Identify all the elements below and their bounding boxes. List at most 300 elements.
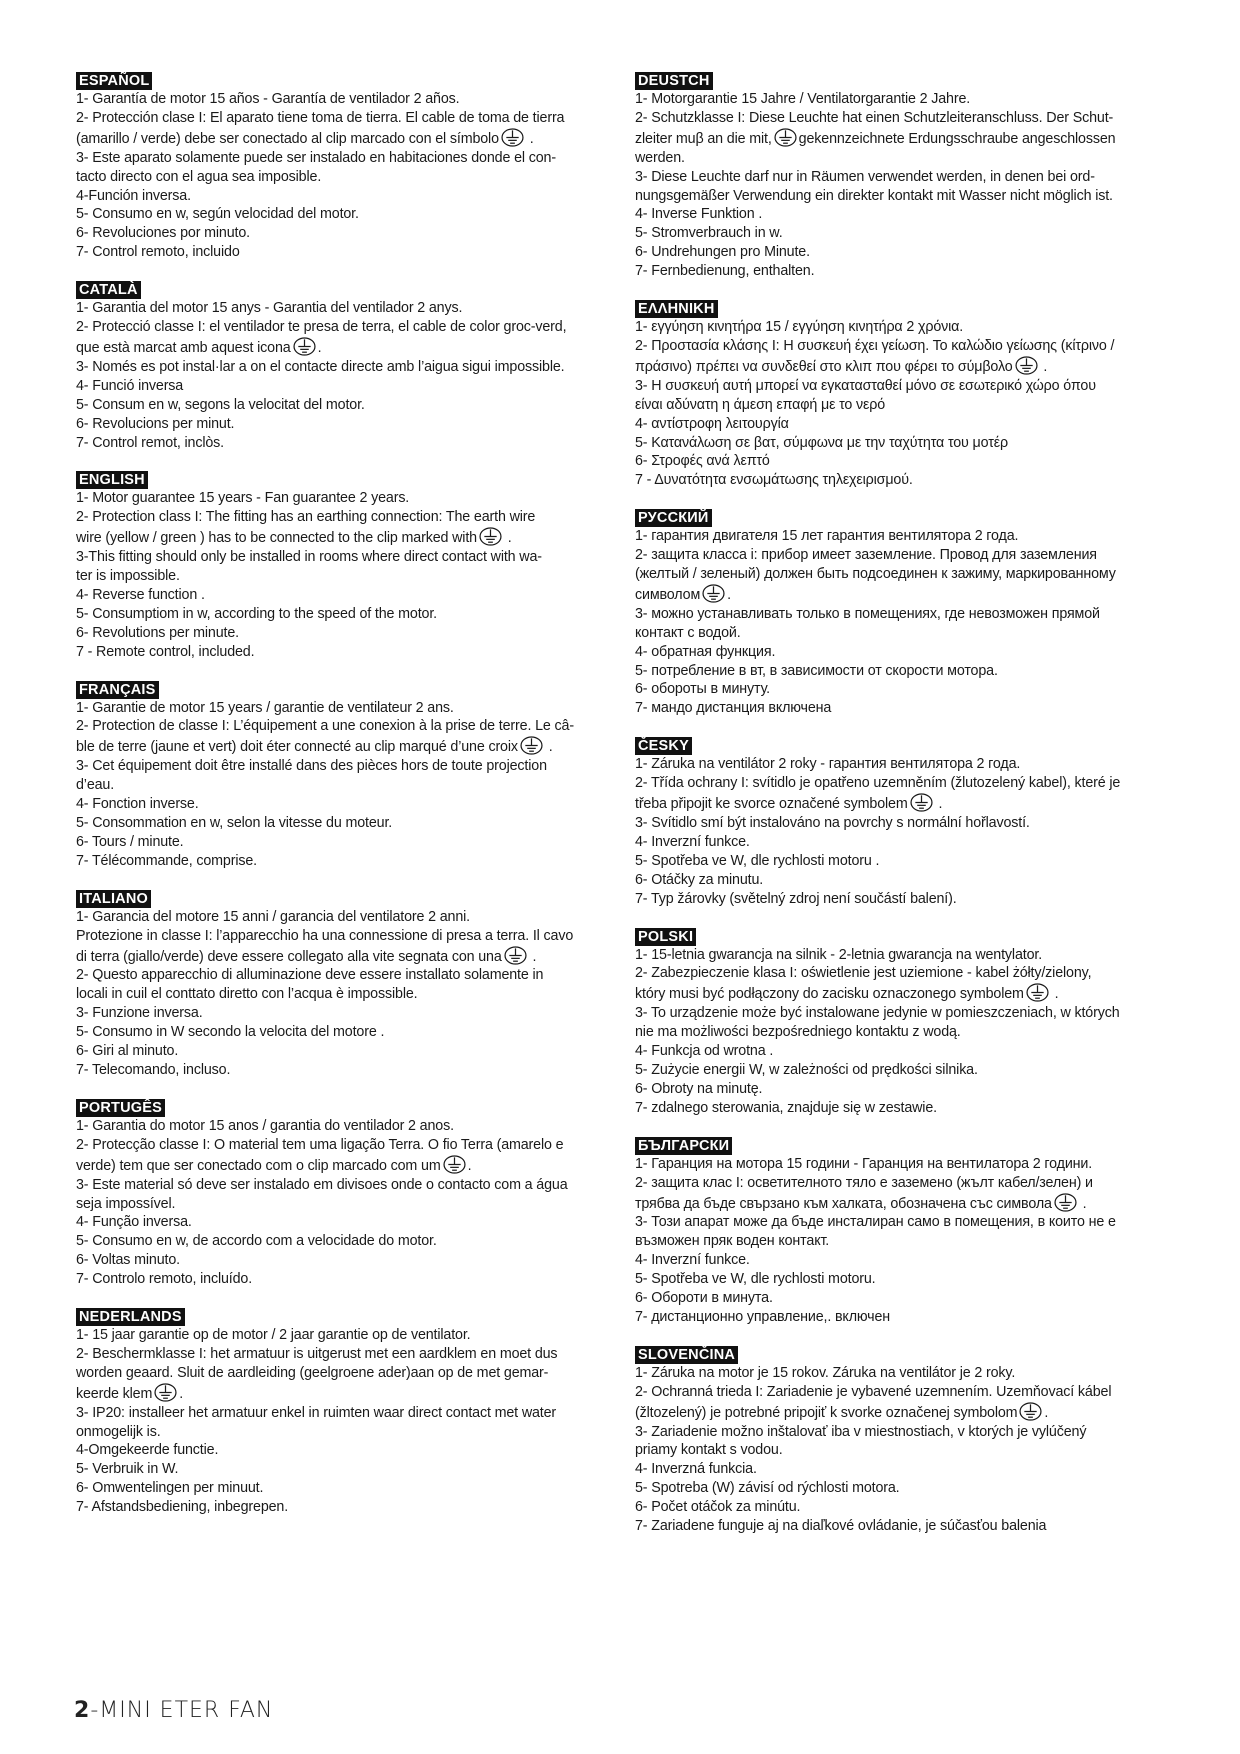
instruction-text: контакт с водой. <box>635 624 741 641</box>
instruction-text: 5- Consum en w, segons la velocitat del motor. <box>76 396 365 413</box>
instruction-text: 4- αντίστροφη λειτουργία <box>635 415 789 432</box>
instruction-text: (amarillo / verde) debe ser conectado al clip marcado con el símbolo <box>76 130 499 147</box>
instruction-line <box>76 1176 616 1195</box>
instruction-text-after-icon: . <box>1044 1404 1049 1421</box>
instruction-text: 2- Ochranná trieda I: Zariadenie je vybavené uzemnením. Uzemňovací kábel <box>635 1383 1112 1400</box>
instruction-line <box>635 1174 1175 1193</box>
instruction-line <box>635 1042 1175 1061</box>
instruction-line <box>635 605 1175 624</box>
instruction-line <box>635 643 1175 662</box>
instruction-text: 7 - Remote control, included. <box>76 643 255 660</box>
instruction-line <box>635 1441 1175 1460</box>
instruction-line <box>635 833 1175 852</box>
instruction-text: 3- Diese Leuchte darf nur in Räumen verwendet werden, in denen bei ord- <box>635 168 1095 185</box>
instruction-text-after-icon: . <box>1078 1195 1087 1212</box>
instruction-line <box>76 1460 616 1479</box>
instruction-line <box>76 1326 616 1345</box>
instruction-line <box>76 966 616 985</box>
instruction-text: 2- Beschermklasse I: het armatuur is uitgerust met een aardklem en moet dus <box>76 1345 558 1362</box>
instruction-line <box>635 187 1175 206</box>
instruction-text: 1- Garantia del motor 15 anys - Garantia del ventilador 2 anys. <box>76 300 463 317</box>
instruction-text: 6- Обороти в минута. <box>635 1290 773 1307</box>
instruction-text: d’eau. <box>76 777 115 794</box>
instruction-line <box>76 1023 616 1042</box>
instruction-text: 1- Motorgarantie 15 Jahre / Ventilatorgarantie 2 Jahre. <box>635 91 971 107</box>
instruction-text: 3- можно устанавливать только в помещениях, где невозможен прямой <box>635 605 1100 622</box>
instruction-text: 6- Tours / minute. <box>76 833 184 850</box>
instruction-line <box>635 1308 1175 1327</box>
instruction-text-after-icon: . <box>544 739 553 756</box>
instruction-text: 1- εγγύηση κινητήρα 15 / εγγύηση κινητήρα 2 χρόνια. <box>635 319 964 336</box>
instruction-line <box>76 1117 616 1136</box>
instruction-text: 6- Revolutions per minute. <box>76 624 239 641</box>
instruction-line <box>76 717 616 736</box>
section-sk <box>635 1346 1175 1536</box>
instruction-line <box>76 1345 616 1364</box>
instruction-line <box>635 662 1175 681</box>
instruction-text: 7- Control remot, inclòs. <box>76 434 225 451</box>
instruction-text: 2- Protection de classe I: L’équipement a une conexion à la prise de terre. Le câ- <box>76 718 574 735</box>
instruction-line <box>635 680 1175 699</box>
instruction-line <box>76 1042 616 1061</box>
instruction-text-after-icon: . <box>727 586 731 603</box>
instruction-line <box>635 415 1175 434</box>
instruction-text: nie ma możliwości bezpośredniego kontaktu z wodą. <box>635 1024 961 1041</box>
footer-separator: - <box>90 1698 100 1723</box>
instruction-line <box>635 624 1175 643</box>
instruction-line <box>76 489 616 508</box>
instruction-line <box>635 1061 1175 1080</box>
instruction-text: 4-Omgekeerde functie. <box>76 1442 219 1459</box>
instruction-text-after-icon: gekennzeichnete Erdungsschraube angeschlossen <box>798 130 1116 147</box>
instruction-text: 1- 15 jaar garantie op de motor / 2 jaar garantie op de ventilator. <box>76 1327 471 1344</box>
instruction-line <box>76 736 616 757</box>
instruction-line <box>635 814 1175 833</box>
instruction-text: 5- Spotreba (W) závisí od rýchlosti motora. <box>635 1480 900 1497</box>
instruction-line <box>635 205 1175 224</box>
instruction-line <box>635 149 1175 168</box>
instruction-line <box>635 452 1175 471</box>
instruction-text: 4- Reverse function . <box>76 586 205 603</box>
instruction-line <box>635 90 1175 109</box>
instruction-text: 1- Garancia del motore 15 anni / garancia del ventilatore 2 anni. <box>76 908 470 925</box>
instruction-line <box>76 527 616 548</box>
instruction-line <box>635 890 1175 909</box>
instruction-text: 1- 15-letnia gwarancja na silnik - 2-letnia gwarancja na wentylator. <box>635 946 1043 963</box>
section-heading-pl: POLSKI <box>635 928 696 946</box>
instruction-text: 2- защита класса i: прибор имеет заземление. Провод для заземления <box>635 547 1097 564</box>
instruction-text: seja impossível. <box>76 1195 176 1212</box>
instruction-text: 1- гарантия двигателя 15 лет гарантия вентилятора 2 года. <box>635 528 1019 545</box>
instruction-text: werden. <box>635 149 685 166</box>
instruction-text: 6- обороты в минуту. <box>635 681 770 698</box>
instruction-text: 1- Garantie de motor 15 years / garantie de ventilateur 2 ans. <box>76 699 454 716</box>
instruction-line <box>76 508 616 527</box>
left-column <box>76 72 616 1536</box>
instruction-text: 6- Giri al minuto. <box>76 1043 179 1060</box>
instruction-line <box>635 1364 1175 1383</box>
instruction-line <box>635 946 1175 965</box>
instruction-line <box>76 548 616 567</box>
instruction-text: 2- защита клас I: осветителното тяло е заземено (жълт кабел/зелен) и <box>635 1174 1093 1191</box>
section-heading-pt: PORTUGÊS <box>76 1099 165 1117</box>
instruction-text: 7- мандо дистанция включена <box>635 700 832 717</box>
ground-symbol-icon <box>702 584 725 603</box>
instruction-text: třeba připojit ke svorce označené symbolem <box>635 796 908 813</box>
instruction-text: 1- Záruka na motor je 15 rokov. Záruka na ventilátor je 2 roky. <box>635 1364 1016 1381</box>
section-el <box>635 300 1175 490</box>
instruction-line <box>76 927 616 946</box>
page-number: 2 <box>74 1698 91 1723</box>
instruction-line <box>76 567 616 586</box>
instruction-line <box>76 299 616 318</box>
instruction-line <box>76 1364 616 1383</box>
instruction-text: 5- Consumo en w, de accordo com a velocidade do motor. <box>76 1233 437 1250</box>
instruction-line <box>76 377 616 396</box>
ground-symbol-icon <box>1015 356 1038 375</box>
right-column <box>635 72 1175 1555</box>
instruction-line <box>76 1270 616 1289</box>
instruction-line <box>76 1155 616 1176</box>
instruction-line <box>635 1251 1175 1270</box>
section-it <box>76 890 616 1080</box>
instruction-line <box>76 415 616 434</box>
instruction-line <box>635 128 1175 149</box>
instruction-line <box>76 699 616 718</box>
instruction-line <box>76 1498 616 1517</box>
ground-symbol-icon <box>910 793 933 812</box>
instruction-text: 2- Questo apparecchio di alluminazione deve essere installato solamente in <box>76 967 544 984</box>
instruction-line <box>635 852 1175 871</box>
instruction-line <box>635 793 1175 814</box>
instruction-text: 4- Função inversa. <box>76 1214 192 1231</box>
instruction-text: que està marcat amb aquest icona <box>76 339 291 356</box>
instruction-line <box>635 337 1175 356</box>
instruction-text: 4- Fonction inverse. <box>76 796 199 813</box>
instruction-line <box>76 318 616 337</box>
section-heading-sk: SLOVENČINA <box>635 1346 738 1364</box>
instruction-line <box>635 224 1175 243</box>
instruction-text: 2- Protección clase I: El aparato tiene toma de tierra. El cable de toma de tierra <box>76 109 565 126</box>
instruction-line <box>635 699 1175 718</box>
instruction-text-after-icon: . <box>528 948 537 965</box>
section-bg <box>635 1137 1175 1327</box>
instruction-line <box>635 1213 1175 1232</box>
section-en <box>76 471 616 661</box>
section-pt <box>76 1099 616 1289</box>
instruction-line <box>635 527 1175 546</box>
instruction-text: 6- Undrehungen pro Minute. <box>635 244 810 261</box>
instruction-text: worden geaard. Sluit de aardleiding (geelgroene ader)aan op de met gemar- <box>76 1364 549 1381</box>
instruction-line <box>635 1080 1175 1099</box>
instruction-text-after-icon: . <box>467 1157 472 1174</box>
instruction-text: di terra (giallo/verde) deve essere collegato alla vite segnata con una <box>76 948 502 965</box>
instruction-text: 7- Fernbedienung, enthalten. <box>635 263 815 280</box>
instruction-line <box>76 205 616 224</box>
section-heading-ca: CATALÀ <box>76 281 141 299</box>
instruction-text: 2- Zabezpieczenie klasa I: oświetlenie jest uziemione - kabel żółty/zielony, <box>635 965 1092 982</box>
instruction-line <box>76 1004 616 1023</box>
instruction-line <box>635 1423 1175 1442</box>
instruction-text: 1- Гаранция на мотора 15 години - Гаранция на вентилатора 2 години. <box>635 1155 1093 1172</box>
instruction-line <box>76 358 616 377</box>
instruction-line <box>635 983 1175 1004</box>
instruction-text: 7- Télécommande, comprise. <box>76 852 257 869</box>
instruction-line <box>635 109 1175 128</box>
ground-symbol-icon <box>501 128 524 147</box>
instruction-text: verde) tem que ser conectado com o clip marcado com um <box>76 1157 441 1174</box>
section-fr <box>76 681 616 871</box>
instruction-text: 6- Otáčky za minutu. <box>635 871 764 888</box>
instruction-text-after-icon: . <box>1050 986 1059 1003</box>
instruction-text: 5- Κατανάλωση σε βατ, σύμφωνα με την ταχύτητα του μοτέρ <box>635 434 1008 451</box>
instruction-text: 7- Control remoto, incluido <box>76 244 240 261</box>
instruction-text: 4- Inverzná funkcia. <box>635 1461 757 1478</box>
instruction-text: πράσινο) πρέπει να συνδεθεί στο κλιπ που φέρει το σύμβολο <box>635 358 1013 375</box>
instruction-text: 3- Només es pot instal·lar a on el contacte directe amb l’aigua sigui impossible. <box>76 358 565 375</box>
instruction-text: 7- дистанционно управление,. включен <box>635 1308 890 1325</box>
instruction-text: locali in cuil el conttato diretto con l’acqua è impossible. <box>76 986 418 1003</box>
instruction-line <box>76 852 616 871</box>
instruction-text: 5- потребление в вт, в зависимости от скорости мотора. <box>635 662 998 679</box>
instruction-text: 4- Inverse Funktion . <box>635 206 763 223</box>
instruction-line <box>76 1136 616 1155</box>
section-heading-bg: БЪЛГАРСКИ <box>635 1137 732 1155</box>
instruction-text: 5- Consumo en w, según velocidad del motor. <box>76 206 359 223</box>
instruction-line <box>635 1155 1175 1174</box>
instruction-text: tacto directo con el agua sea imposible. <box>76 168 322 185</box>
instruction-line <box>635 1004 1175 1023</box>
instruction-line <box>76 605 616 624</box>
instruction-line <box>76 1479 616 1498</box>
instruction-line <box>635 1460 1175 1479</box>
section-pl <box>635 928 1175 1118</box>
instruction-line <box>635 471 1175 490</box>
ground-symbol-icon <box>1019 1402 1042 1421</box>
instruction-text: 6- Obroty na minutę. <box>635 1080 763 1097</box>
instruction-line <box>76 946 616 967</box>
instruction-line <box>635 1193 1175 1214</box>
instruction-text: 3- Zariadenie možno inštalovať iba v miestnostiach, v ktorých je vylúčený <box>635 1423 1087 1440</box>
instruction-text: 7- Controlo remoto, incluído. <box>76 1271 253 1288</box>
instruction-text: трябва да бъде свързано към халката, обозначена със символа <box>635 1195 1052 1212</box>
instruction-text: 6- Revolucions per minut. <box>76 415 235 432</box>
instruction-text: 5- Verbruik in W. <box>76 1461 179 1478</box>
section-es <box>76 72 616 262</box>
instruction-line <box>635 565 1175 584</box>
instruction-line <box>635 1232 1175 1251</box>
instruction-text-after-icon: . <box>1039 358 1048 375</box>
instruction-line <box>76 985 616 1004</box>
instruction-line <box>635 1498 1175 1517</box>
instruction-text-after-icon: . <box>525 130 534 147</box>
instruction-line <box>635 377 1175 396</box>
instruction-line <box>76 1213 616 1232</box>
instruction-line <box>76 149 616 168</box>
instruction-line <box>76 776 616 795</box>
instruction-text: 3- Este material só deve ser instalado em divisoes onde o contacto com a água <box>76 1176 568 1193</box>
instruction-text: 5- Zużycie energii W, w zależności od prędkości silnika. <box>635 1061 978 1078</box>
instruction-text: ble de terre (jaune et vert) doit éter connecté au clip marqué d’une croix <box>76 739 518 756</box>
instruction-text: 7- Zariadene funguje aj na diaľkové ovládanie, je súčasťou balenia <box>635 1518 1047 1535</box>
instruction-text: 3- Svítidlo smí být instalováno na povrchy s normální hořlavostí. <box>635 815 1030 831</box>
instruction-line <box>76 1061 616 1080</box>
instruction-text: 5- Consumo in W secondo la velocita del motore . <box>76 1024 385 1041</box>
section-heading-it: ITALIANO <box>76 890 151 908</box>
section-heading-en: ENGLISH <box>76 471 148 489</box>
instruction-line <box>76 1251 616 1270</box>
instruction-text: 2- Protecção classe I: O material tem uma ligação Terra. O fio Terra (amarelo e <box>76 1136 564 1153</box>
section-ru <box>635 509 1175 718</box>
instruction-text: 1- Garantia do motor 15 anos / garantia do ventilador 2 anos. <box>76 1117 454 1134</box>
instruction-line <box>76 586 616 605</box>
instruction-text-after-icon: . <box>934 796 943 813</box>
instruction-text: 3- Cet équipement doit être installé dans des pièces hors de toute projection <box>76 758 547 775</box>
instruction-text: wire (yellow / green ) has to be connected to the clip marked with <box>76 530 477 547</box>
instruction-text: 1- Garantía de motor 15 años - Garantía de ventilador 2 años. <box>76 91 460 107</box>
instruction-text: (žltozelený) je potrebné pripojiť k svorke označenej symbolom <box>635 1404 1018 1421</box>
instruction-line <box>76 624 616 643</box>
instruction-line <box>635 964 1175 983</box>
instruction-line <box>76 1195 616 1214</box>
instruction-line <box>635 396 1175 415</box>
instruction-text: 3-This fitting should only be installed in rooms where direct contact with wa- <box>76 549 542 566</box>
instruction-line <box>76 1232 616 1251</box>
instruction-text: 6- Voltas minuto. <box>76 1252 180 1269</box>
instruction-line <box>76 337 616 358</box>
instruction-text: 2- Protecció classe I: el ventilador te presa de terra, el cable de color groc-verd, <box>76 319 567 336</box>
instruction-text: 2- Protection class I: The fitting has an earthing connection: The earth wire <box>76 509 536 526</box>
instruction-text: ter is impossible. <box>76 568 180 585</box>
section-nl <box>76 1308 616 1517</box>
ground-symbol-icon <box>1054 1193 1077 1212</box>
instruction-text: 5- Spotřeba ve W, dle rychlosti motoru. <box>635 1271 876 1288</box>
instruction-line <box>76 814 616 833</box>
instruction-text: nungsgemäßer Verwendung ein direkter kontakt mit Wasser nicht möglich ist. <box>635 187 1113 204</box>
instruction-line <box>635 871 1175 890</box>
instruction-text: 3- Funzione inversa. <box>76 1005 203 1022</box>
section-ca <box>76 281 616 452</box>
instruction-text: (желтый / зеленый) должен быть подсоединен к зажиму, маркированному <box>635 566 1116 583</box>
instruction-line <box>76 757 616 776</box>
section-heading-cs: ČESKY <box>635 737 692 755</box>
ground-symbol-icon <box>520 736 543 755</box>
section-heading-fr: FRANÇAIS <box>76 681 159 699</box>
instruction-line <box>76 187 616 206</box>
instruction-line <box>76 643 616 662</box>
instruction-text: keerde klem <box>76 1385 153 1402</box>
instruction-line <box>76 396 616 415</box>
instruction-text: 7- Typ žárovky (světelný zdroj není součástí balení). <box>635 890 957 907</box>
ground-symbol-icon <box>443 1155 466 1174</box>
instruction-text: 2- Třída ochrany I: svítidlo je opatřeno uzemněním (žlutozelený kabel), které je <box>635 775 1121 792</box>
instruction-line <box>635 356 1175 377</box>
ground-symbol-icon <box>154 1383 177 1402</box>
instruction-text: zleiter muβ an die mit, <box>635 130 772 147</box>
instruction-text: 6- Počet otáčok za minútu. <box>635 1499 801 1516</box>
instruction-line <box>76 434 616 453</box>
instruction-line <box>635 262 1175 281</box>
instruction-line <box>635 1099 1175 1118</box>
instruction-line <box>76 795 616 814</box>
section-heading-de: DEUSTCH <box>635 72 713 90</box>
instruction-line <box>76 833 616 852</box>
instruction-text: 5- Stromverbrauch in w. <box>635 225 783 242</box>
instruction-text: 3- Η συσκευή αυτή μπορεί να εγκατασταθεί μόνο σε εσωτερικό χώρο όπου <box>635 377 1096 394</box>
instruction-line <box>635 584 1175 605</box>
instruction-text: 1- Záruka na ventilátor 2 roky - гарантия вентилятора 2 года. <box>635 756 1021 773</box>
instruction-text: 7- zdalnego sterowania, znajduje się w zestawie. <box>635 1099 937 1116</box>
instruction-text: символом <box>635 586 701 603</box>
instruction-text: 1- Motor guarantee 15 years - Fan guarantee 2 years. <box>76 490 410 507</box>
instruction-text: 6- Omwentelingen per minuut. <box>76 1480 264 1497</box>
instruction-text: który musi być podłączony do zacisku oznaczonego symbolem <box>635 986 1024 1003</box>
instruction-text: 4-Función inversa. <box>76 187 191 204</box>
product-name: MINI ETER FAN <box>99 1698 274 1723</box>
instruction-line <box>635 1270 1175 1289</box>
instruction-text: 4- Funkcja od wrotna . <box>635 1043 774 1060</box>
instruction-text: 3- IP20: installeer het armatuur enkel in ruimten waar direct contact met water <box>76 1404 557 1421</box>
instruction-line <box>76 224 616 243</box>
ground-symbol-icon <box>479 527 502 546</box>
instruction-text: 7 - Δυνατότητα ενσωμάτωσης τηλεχειρισμού. <box>635 472 913 489</box>
instruction-text: 5- Spotřeba ve W, dle rychlosti motoru . <box>635 852 880 869</box>
instruction-line <box>635 546 1175 565</box>
instruction-line <box>635 774 1175 793</box>
instruction-text: 3- Este aparato solamente puede ser instalado en habitaciones donde el con- <box>76 149 556 166</box>
instruction-text-after-icon: . <box>317 339 322 356</box>
instruction-text: είναι αδύνατη η άμεση επαφή με το νερό <box>635 396 886 413</box>
instruction-text: Protezione in classe I: l’apparecchio ha una connessione di presa a terra. Il cavo <box>76 927 574 944</box>
instruction-text-after-icon: . <box>179 1385 184 1402</box>
section-heading-es: ESPAÑOL <box>76 72 152 90</box>
instruction-text: 4- Inverzní funkce. <box>635 1252 750 1269</box>
instruction-line <box>76 1404 616 1423</box>
instruction-line <box>76 109 616 128</box>
instruction-line <box>635 168 1175 187</box>
instruction-text-after-icon: . <box>503 530 512 547</box>
instruction-text: 4- Inverzní funkce. <box>635 833 750 850</box>
instruction-text: възможен пряк воден контакт. <box>635 1233 830 1250</box>
instruction-text: 2- Schutzklasse I: Diese Leuchte hat einen Schutzleiteranschluss. Der Schut- <box>635 109 1114 126</box>
instruction-text: 3- Този апарат може да бъде инсталиран само в помещения, в които не е <box>635 1214 1116 1231</box>
instruction-text: 4- обратная функция. <box>635 643 776 660</box>
instruction-text: 7- Telecomando, incluso. <box>76 1061 231 1078</box>
instruction-line <box>76 908 616 927</box>
instruction-text: 2- Προστασία κλάσης I: Η συσκευή έχει γείωση. Το καλώδιο γείωσης (κίτρινο / <box>635 337 1115 354</box>
ground-symbol-icon <box>774 128 797 147</box>
ground-symbol-icon <box>293 337 316 356</box>
instruction-line <box>635 1023 1175 1042</box>
instruction-line <box>635 1517 1175 1536</box>
instruction-line <box>76 128 616 149</box>
page-footer <box>74 1698 273 1723</box>
instruction-text: 5- Consumptiom in w, according to the speed of the motor. <box>76 605 437 622</box>
instruction-text: 7- Afstandsbediening, inbegrepen. <box>76 1499 289 1516</box>
instruction-line <box>635 243 1175 262</box>
instruction-line <box>76 1423 616 1442</box>
instruction-line <box>76 243 616 262</box>
section-heading-ru: РУССКИЙ <box>635 509 712 527</box>
instruction-line <box>635 1383 1175 1402</box>
instruction-line <box>76 168 616 187</box>
section-heading-el: ΕΛΛΗΝΙΚΗ <box>635 300 718 318</box>
instruction-line <box>635 318 1175 337</box>
instruction-text: 5- Consommation en w, selon la vitesse du moteur. <box>76 815 393 831</box>
instruction-text: 6- Revoluciones por minuto. <box>76 225 250 242</box>
instruction-line <box>76 90 616 109</box>
ground-symbol-icon <box>504 946 527 965</box>
